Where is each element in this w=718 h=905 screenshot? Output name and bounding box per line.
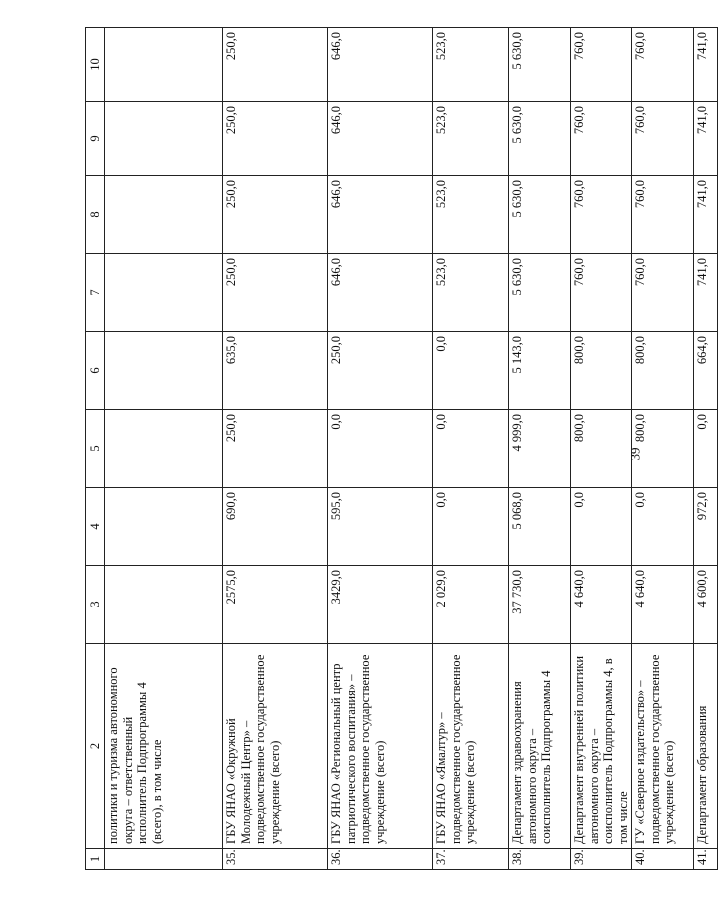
header-cell: 4: [86, 488, 105, 566]
header-cell: 7: [86, 254, 105, 332]
value-cell: 760,0: [632, 176, 694, 254]
value-cell: 760,0: [632, 254, 694, 332]
value-cell: [105, 28, 223, 102]
value-cell: 972,0: [694, 488, 718, 566]
value-cell: 250,0: [223, 102, 328, 176]
value-cell: 741,0: [694, 28, 718, 102]
header-cell: 8: [86, 176, 105, 254]
row-number: 39.: [571, 849, 632, 870]
value-cell: [105, 488, 223, 566]
header-cell: 2: [86, 644, 105, 849]
value-cell: 5 068,0: [509, 488, 571, 566]
value-cell: 741,0: [694, 102, 718, 176]
value-cell: 250,0: [223, 28, 328, 102]
value-cell: [105, 102, 223, 176]
table-row: [105, 28, 223, 870]
table-row: [571, 28, 632, 870]
value-cell: 523,0: [433, 176, 509, 254]
value-cell: 523,0: [433, 254, 509, 332]
value-cell: 646,0: [328, 102, 433, 176]
value-cell: 0,0: [632, 488, 694, 566]
table-row: [632, 28, 694, 870]
row-name: политики и туризма автономного округа – ответственный исполнитель Подпрограммы 4 (всего), в том числе: [105, 644, 223, 849]
value-cell: 523,0: [433, 28, 509, 102]
value-cell: 760,0: [632, 28, 694, 102]
row-name: ГБУ ЯНАО «Окружной Молодежный Центр» – подведомственное государственное учреждение (всего): [223, 644, 328, 849]
value-cell: [105, 410, 223, 488]
value-cell: 4 600,0: [694, 566, 718, 644]
value-cell: 635,0: [223, 332, 328, 410]
header-cell: 10: [86, 28, 105, 102]
value-cell: 760,0: [571, 176, 632, 254]
value-cell: [105, 176, 223, 254]
value-cell: 595,0: [328, 488, 433, 566]
value-cell: 760,0: [571, 28, 632, 102]
rotated-table-wrapper: [85, 28, 710, 870]
row-number: 37.: [433, 849, 509, 870]
row-name: ГБУ ЯНАО «Региональный центр патриотического воспитания» – подведомственное государственное учреждение (всего): [328, 644, 433, 849]
value-cell: 523,0: [433, 102, 509, 176]
row-name: Департамент здравоохранения автономного округа – соисполнитель Подпрограммы 4: [509, 644, 571, 849]
value-cell: 800,0: [632, 332, 694, 410]
header-cell: 5: [86, 410, 105, 488]
budget-table: [85, 27, 718, 870]
table-row: [223, 28, 328, 870]
value-cell: 0,0: [433, 332, 509, 410]
value-cell: 250,0: [223, 254, 328, 332]
value-cell: 760,0: [571, 254, 632, 332]
row-number: 35.: [223, 849, 328, 870]
value-cell: 0,0: [694, 410, 718, 488]
table-row: [433, 28, 509, 870]
value-cell: 37 730,0: [509, 566, 571, 644]
value-cell: 800,0: [632, 410, 694, 488]
page-number: 39: [627, 447, 643, 461]
value-cell: 646,0: [328, 254, 433, 332]
row-name: ГБУ ЯНАО «Ямалтур» – подведомственное государственное учреждение (всего): [433, 644, 509, 849]
value-cell: 4 999,0: [509, 410, 571, 488]
value-cell: 5 143,0: [509, 332, 571, 410]
table-row: [694, 28, 718, 870]
value-cell: 5 630,0: [509, 28, 571, 102]
header-cell: 3: [86, 566, 105, 644]
table-row: [328, 28, 433, 870]
value-cell: 0,0: [328, 410, 433, 488]
value-cell: 0,0: [433, 488, 509, 566]
value-cell: 5 630,0: [509, 254, 571, 332]
value-cell: 800,0: [571, 410, 632, 488]
header-row: [86, 28, 105, 870]
value-cell: 5 630,0: [509, 176, 571, 254]
value-cell: 250,0: [223, 410, 328, 488]
row-number: 40.: [632, 849, 694, 870]
value-cell: 5 630,0: [509, 102, 571, 176]
value-cell: 2 029,0: [433, 566, 509, 644]
value-cell: 646,0: [328, 28, 433, 102]
header-cell: 6: [86, 332, 105, 410]
row-number: 38.: [509, 849, 571, 870]
value-cell: 4 640,0: [571, 566, 632, 644]
value-cell: 0,0: [433, 410, 509, 488]
row-name: ГУ «Северное издательство» – подведомственное государственное учреждение (всего): [632, 644, 694, 849]
row-number: [105, 849, 223, 870]
value-cell: 664,0: [694, 332, 718, 410]
value-cell: 741,0: [694, 254, 718, 332]
table-row: [509, 28, 571, 870]
value-cell: 741,0: [694, 176, 718, 254]
value-cell: 690,0: [223, 488, 328, 566]
row-name: Департамент образования: [694, 644, 718, 849]
row-number: 41.: [694, 849, 718, 870]
value-cell: 4 640,0: [632, 566, 694, 644]
row-name: Департамент внутренней политики автономного округа – соисполнитель Подпрограммы 4, в том числе: [571, 644, 632, 849]
value-cell: [105, 566, 223, 644]
value-cell: 760,0: [632, 102, 694, 176]
value-cell: 2575,0: [223, 566, 328, 644]
header-cell: 1: [86, 849, 105, 870]
value-cell: 646,0: [328, 176, 433, 254]
value-cell: 250,0: [223, 176, 328, 254]
value-cell: 250,0: [328, 332, 433, 410]
header-cell: 9: [86, 102, 105, 176]
value-cell: [105, 332, 223, 410]
value-cell: 800,0: [571, 332, 632, 410]
value-cell: 0,0: [571, 488, 632, 566]
value-cell: 3429,0: [328, 566, 433, 644]
row-number: 36.: [328, 849, 433, 870]
value-cell: [105, 254, 223, 332]
value-cell: 760,0: [571, 102, 632, 176]
